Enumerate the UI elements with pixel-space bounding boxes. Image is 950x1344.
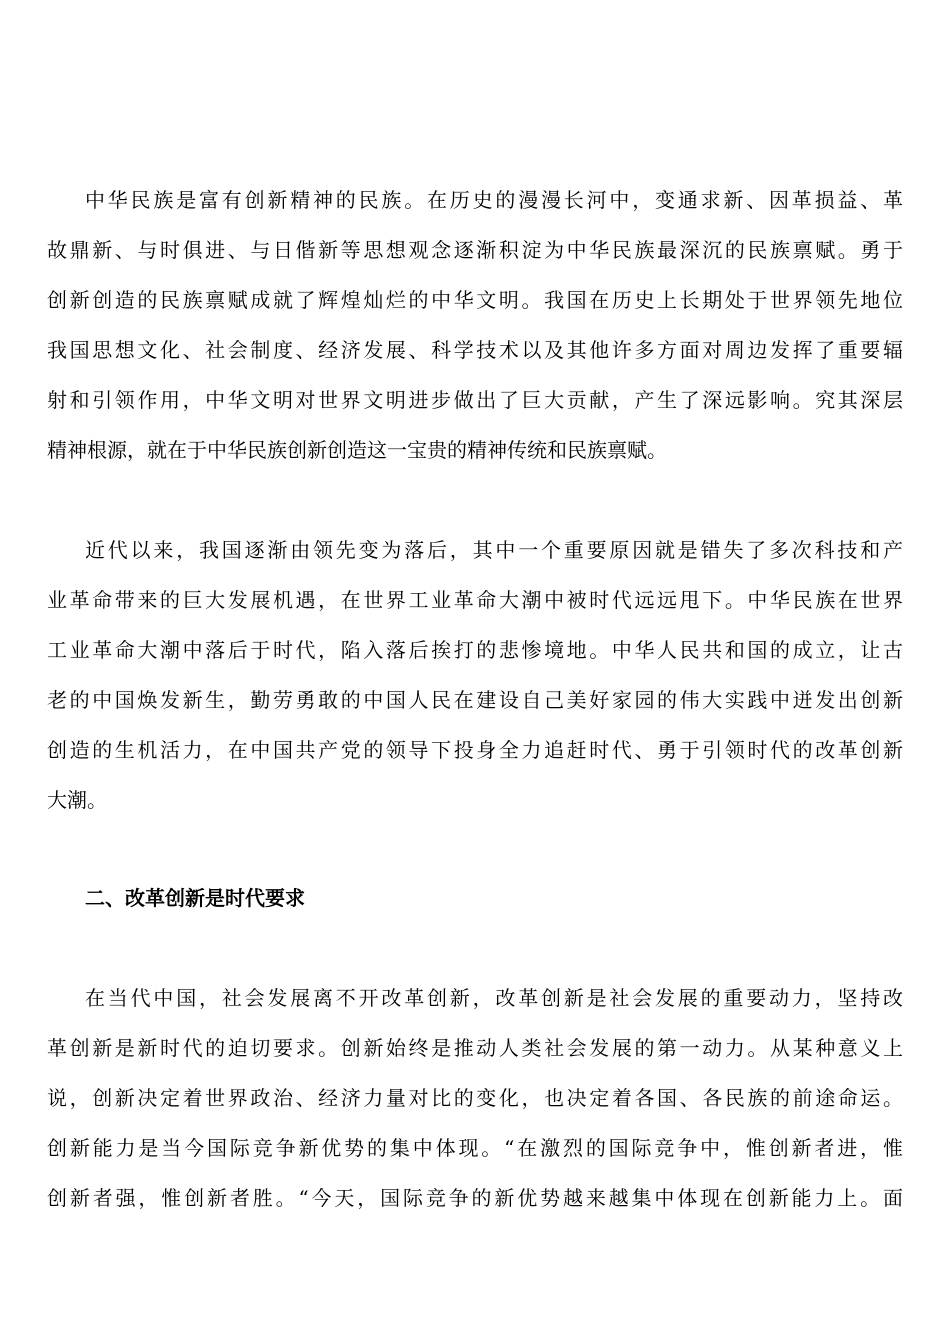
paragraph-line: 业革命带来的巨大发展机遇，在世界工业革命大潮中被时代远远甩下。中华民族在世界: [47, 588, 903, 612]
paragraph-line: 创新者强，惟创新者胜。“今天，国际竞争的新优势越来越集中体现在创新能力上。面: [47, 1186, 903, 1210]
paragraph-line: 工业革命大潮中落后于时代，陷入落后挨打的悲惨境地。中华人民共和国的成立，让古: [47, 638, 903, 662]
section-heading: 二、改革创新是时代要求: [85, 886, 305, 910]
paragraph-line: 说，创新决定着世界政治、经济力量对比的变化，也决定着各国、各民族的前途命运。: [47, 1086, 903, 1110]
paragraph-line: 老的中国焕发新生，勤劳勇敢的中国人民在建设自己美好家园的伟大实践中迸发出创新: [47, 688, 903, 712]
paragraph-line: 革创新是新时代的迫切要求。创新始终是推动人类社会发展的第一动力。从某种意义上: [47, 1036, 903, 1060]
paragraph-line: 我国思想文化、社会制度、经济发展、科学技术以及其他许多方面对周边发挥了重要辐: [47, 338, 903, 362]
paragraph-line: 创新创造的民族禀赋成就了辉煌灿烂的中华文明。我国在历史上长期处于世界领先地位: [47, 288, 903, 312]
paragraph-line: 近代以来，我国逐渐由领先变为落后，其中一个重要原因就是错失了多次科技和产: [85, 538, 903, 562]
paragraph-line: 创造的生机活力，在中国共产党的领导下投身全力追赶时代、勇于引领时代的改革创新: [47, 738, 903, 762]
paragraph-line: 创新能力是当今国际竞争新优势的集中体现。“在激烈的国际竞争中，惟创新者进，惟: [47, 1136, 903, 1160]
paragraph-line: 故鼎新、与时俱进、与日偕新等思想观念逐渐积淀为中华民族最深沉的民族禀赋。勇于: [47, 238, 903, 262]
paragraph-line: 中华民族是富有创新精神的民族。在历史的漫漫长河中，变通求新、因革损益、革: [85, 188, 903, 212]
paragraph-line: 射和引领作用，中华文明对世界文明进步做出了巨大贡献，产生了深远影响。究其深层: [47, 388, 903, 412]
paragraph-line: 大潮。: [47, 788, 107, 812]
paragraph-line: 在当代中国，社会发展离不开改革创新，改革创新是社会发展的重要动力，坚持改: [85, 986, 903, 1010]
paragraph-line: 精神根源，就在于中华民族创新创造这一宝贵的精神传统和民族禀赋。: [47, 438, 667, 462]
